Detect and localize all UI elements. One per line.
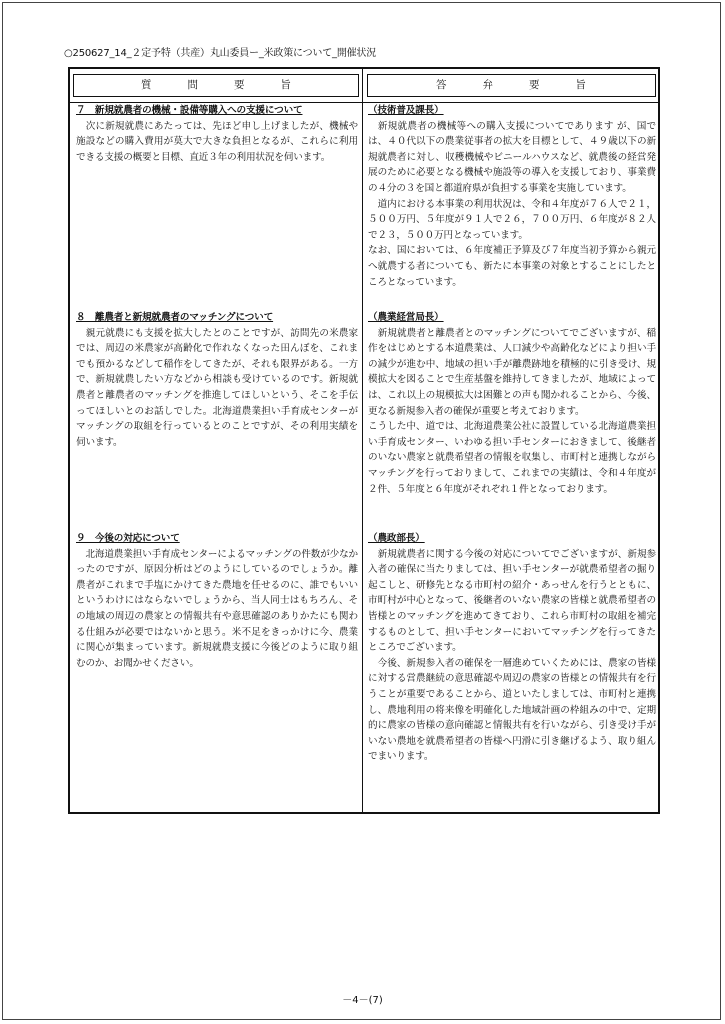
- question-title: ９ 今後の対応について: [76, 533, 180, 544]
- answer-cell-8: [368, 310, 656, 497]
- qa-table: [68, 67, 660, 814]
- question-body: 北海道農業担い手育成センターによるマッチングの件数が少なかったのですが、原因分析はどのようにしているのでしょうか。離農者がこれまで手塩にかけてきた農地を任せるのに、誰でもいいというわけにはならないでしょうから、当人同士はもちろん、その地域の周辺の農家との情報共有や意思確認のありかたにも関わる仕組みが必要ではないかと思う。米不足をきっかけに今、農業に関心が集まっています。新規就農支援に今後どのように取り組むのか、お聞かせください。: [76, 548, 358, 669]
- answer-cell-9: [368, 531, 656, 765]
- answer-body: 新規就農者に関する今後の対応についてでございますが、新規参入者の確保に当たりましては、担い手センターが就農希望者の掘り起こしと、研修先となる市町村の紹介・あっせんを行うとともに、市町村が中心となって、後継者のいない農家の皆様と就農希望者の皆様とのマッチングを進めてきており、これら市町村の取組を補完するものとして、担い手センターにおいてマッチングを行ってきたところでございます。 今後、新規参入者の確保を一層進めていくためには、農家の皆様に対する営農継続の意思確認や周辺の農家の皆様との情報共有を行うことが重要であることから、道といたしましては、市町村と連携し、農地利用の将来像を明確化した地域計画の枠組みの中で、定期的に農家の皆様の意向確認と情報共有を行いながら、引き受け手がいない農地を就農希望者の皆様へ円滑に引き継げるよう、取り組んでまいります。: [368, 548, 656, 763]
- question-cell-7: [76, 103, 358, 165]
- document-header: ○250627_14_２定予特（共産）丸山委員ー_米政策について_開催状況: [64, 48, 377, 59]
- question-title: ７ 新規就農者の機械・設備等購入への支援について: [76, 105, 303, 116]
- page-number: －4－(7): [342, 995, 383, 1006]
- answer-title: （技術普及課長）: [368, 105, 444, 116]
- answer-title: （農業経営局長）: [368, 312, 444, 323]
- answer-title: （農政部長）: [368, 533, 425, 544]
- answer-body: 新規就農者の機械等への購入支援についてであります が、国では、４０代以下の農業従事者の拡大を目標として、４９歳以下の新規就農者に対し、収穫機械やビニールハウスなど、就農後の経営発展のために必要となる機械や施設等の導入を支援しており、事業費の４分の３を国と都道府県が負担する事業を実施しています。 道内における本事業の利用状況は、令和４年度が７６人で２１，５００万円、５年度が９１人で２６，７００万円、６年度が８２人で２３，５００万円となっています。 なお、国においては、６年度補正予算及び７年度当初予算から親元へ就農する者についても、新たに本事業の対象とすることにしたところとなっています。: [368, 120, 656, 288]
- question-cell-8: [76, 310, 358, 450]
- question-cell-9: [76, 531, 358, 671]
- question-title: ８ 離農者と新規就農者のマッチングについて: [76, 312, 274, 323]
- question-column-header: 質問要旨: [141, 79, 327, 91]
- question-body: 親元就農にも支援を拡大したとのことですが、訪問先の米農家では、周辺の米農家が高齢化で作れなくなった田んぼを、これまでも預かるなどして稲作をしてきたが、それも限界がある。一方で、新規就農したい方などから相談も受けているのです。新規就農者と離農者のマッチングを推進してほしいという、そこを手伝ってほしいとのお話しでした。北海道農業担い手育成センターがマッチングの取組を行っているとのことですが、その利用実績を伺います。: [76, 327, 358, 448]
- answer-cell-7: [368, 103, 656, 290]
- column-divider: [362, 69, 363, 812]
- table-header-row: [70, 69, 658, 103]
- answer-column-header: 答弁要旨: [436, 79, 622, 91]
- question-body: 次に新規就農にあたっては、先ほど申し上げましたが、機械や施設などの購入費用が莫大で大きな負担となるが、これらに利用できる支援の概要と目標、直近３年の利用状況を伺います。: [76, 120, 358, 163]
- answer-body: 新規就農者と離農者とのマッチングについてでございますが、稲作をはじめとする本道農業は、人口減少や高齢化などにより担い手の減少が進む中、地域の担い手が離農跡地を積極的に引き受け、規模拡大を図ることで生産基盤を維持してきましたが、地域によっては、これ以上の規模拡大は困難との声も聞かれることから、今後、更なる新規参入者の確保が重要と考えております。 こうした中、道では、北海道農業公社に設置している北海道農業担い手育成センター、いわゆる担い手センターにおきまして、後継者のいない農家と就農希望者の情報を収集し、市町村と連携しながらマッチングを行っておりまして、これまでの実績は、令和４年度が２件、５年度と６年度がそれぞれ１件となっております。: [368, 327, 656, 495]
